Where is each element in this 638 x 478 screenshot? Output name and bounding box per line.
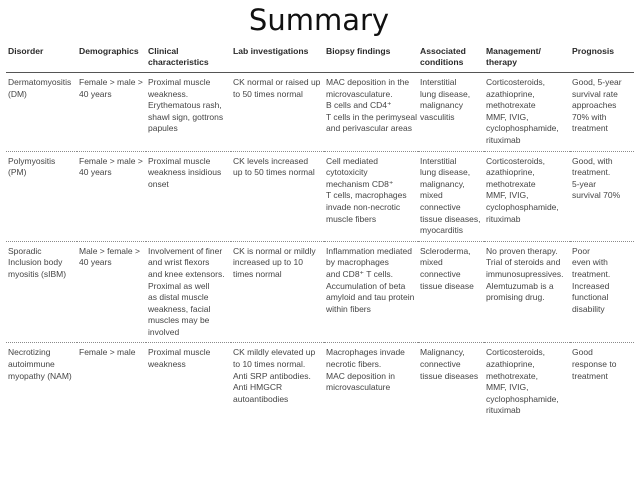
cell-text-line: treatment (572, 123, 608, 134)
cell-text-line: Female > male > (79, 155, 143, 166)
cell-text-line: rituximab (486, 405, 521, 416)
cell-text-line: involved (148, 326, 180, 337)
conditions-cell (418, 343, 484, 421)
cell-text-line: times normal (233, 268, 282, 279)
disorder-cell (6, 241, 77, 343)
cell-text-line: Scleroderma, (420, 245, 471, 256)
cell-text-line: weakness (148, 359, 186, 370)
cell-text-line: cyclophosphamide, (486, 201, 559, 212)
cell-text-line: (PM) (8, 167, 27, 178)
cell-text-line: Corticosteroids, (486, 347, 546, 358)
cell-text-line: MMF, IVIG, (486, 190, 529, 201)
header-biopsy-findings: Biopsy findings (324, 43, 418, 73)
cell-text-line: CK levels increased (233, 155, 309, 166)
demographics-cell (77, 151, 146, 241)
cell-text-line: Corticosteroids, (486, 155, 546, 166)
cell-text-line: autoimmune (8, 359, 55, 370)
cell-text-line: tissue disease (420, 280, 474, 291)
cell-text-line: 40 years (79, 257, 112, 268)
cell-text-line: weakness, facial (148, 303, 211, 314)
cell-text-line: to 50 times normal (233, 88, 303, 99)
cell-text-line: Alemtuzumab is a (486, 280, 554, 291)
disorder-cell (6, 151, 77, 241)
cell-text-line: Macrophages invade (326, 347, 405, 358)
cell-text-line: weakness. (148, 88, 189, 99)
prognosis-cell (570, 343, 634, 421)
cell-text-line: vasculitis (420, 111, 455, 122)
cell-text-line: onset (148, 178, 169, 189)
lab-cell (231, 241, 324, 343)
slide-title: Summary (248, 3, 390, 37)
cell-text-line: Inflammation mediated (326, 245, 412, 256)
cell-text-line: Good, 5-year (572, 77, 622, 87)
cell-text-line: Corticosteroids, (486, 77, 546, 87)
cell-text-line: Anti HMGCR (233, 382, 283, 393)
demographics-cell (77, 241, 146, 343)
cell-text-line: survival 70% (572, 190, 621, 201)
cell-text-line: MMF, IVIG, (486, 111, 529, 122)
cell-text-line: response to (572, 359, 617, 370)
header-clinical-characteristics: Clinical characteristics (146, 43, 231, 73)
conditions-cell (418, 241, 484, 343)
cell-text-line: methotrexate (486, 100, 536, 111)
clinical-cell (146, 241, 231, 343)
cell-text-line: 5-year (572, 178, 597, 189)
cell-text-line: B cells and CD4⁺ (326, 100, 392, 111)
cell-text-line: tissue diseases (420, 370, 479, 381)
cell-text-line: mechanism CD8⁺ (326, 178, 394, 189)
cell-text-line: Good, with (572, 155, 613, 166)
cell-text-line: invade non-necrotic (326, 201, 401, 212)
clinical-cell (146, 151, 231, 241)
cell-text-line: Cell mediated (326, 155, 378, 166)
lab-cell (231, 73, 324, 152)
cell-text-line: CK mildly elevated up (233, 347, 316, 358)
cell-text-line: connective (420, 268, 461, 279)
clinical-cell (146, 343, 231, 421)
clinical-cell (146, 73, 231, 152)
cell-text-line: 70% with (572, 111, 607, 122)
cell-text-line: rituximab (486, 134, 521, 145)
header-management-therapy: Management/ therapy (484, 43, 570, 73)
therapy-cell (484, 343, 570, 421)
cell-text-line: Inclusion body (8, 257, 63, 268)
table-row (6, 343, 634, 421)
header-disorder: Disorder (6, 43, 77, 73)
disorder-cell (6, 343, 77, 421)
cell-text-line: Necrotizing (8, 347, 51, 358)
cell-text-line: MAC deposition in the (326, 77, 410, 87)
biopsy-cell (324, 151, 418, 241)
cell-text-line: mixed (420, 257, 443, 268)
cell-text-line: survival rate (572, 88, 618, 99)
cell-text-line: 40 years (79, 88, 112, 99)
cell-text-line: treatment. (572, 268, 611, 279)
cell-text-line: CK normal or raised up (233, 77, 321, 87)
cell-text-line: promising drug. (486, 292, 545, 303)
therapy-cell (484, 241, 570, 343)
cell-text-line: T cells, macrophages (326, 190, 407, 201)
cell-text-line: Interstitial (420, 77, 457, 87)
biopsy-cell (324, 241, 418, 343)
cell-text-line: Polymyositis (8, 155, 56, 166)
cell-text-line: increased up to 10 (233, 257, 303, 268)
cell-text-line: Good (572, 347, 593, 358)
conditions-cell (418, 151, 484, 241)
conditions-cell (418, 73, 484, 152)
cell-text-line: Poor (572, 245, 590, 256)
cell-text-line: cytotoxicity (326, 167, 368, 178)
cell-text-line: to 10 times normal. (233, 359, 306, 370)
cell-text-line: treatment. (572, 167, 611, 178)
cell-text-line: Proximal as well (148, 280, 210, 291)
cell-text-line: Female > male > (79, 77, 143, 87)
cell-text-line: Trial of steroids and (486, 257, 561, 268)
lab-cell (231, 151, 324, 241)
cell-text-line: Dermatomyositis (8, 77, 72, 87)
cell-text-line: Involvement of finer (148, 245, 223, 256)
prognosis-cell (570, 241, 634, 343)
prognosis-cell (570, 73, 634, 152)
cell-text-line: MAC deposition in (326, 370, 395, 381)
cell-text-line: CK is normal or mildly (233, 245, 316, 256)
cell-text-line: Proximal muscle (148, 77, 211, 87)
cell-text-line: No proven therapy. (486, 245, 558, 256)
cell-text-line: myocarditis (420, 225, 463, 236)
cell-text-line: microvasculature. (326, 88, 393, 99)
cell-text-line: Male > female > (79, 245, 140, 256)
disorder-cell (6, 73, 77, 152)
cell-text-line: mixed (420, 190, 443, 201)
cell-text-line: azathioprine, (486, 167, 535, 178)
demographics-cell (77, 343, 146, 421)
cell-text-line: Sporadic (8, 245, 42, 256)
biopsy-cell (324, 73, 418, 152)
cell-text-line: lung disease, (420, 167, 471, 178)
prognosis-cell (570, 151, 634, 241)
therapy-cell (484, 151, 570, 241)
cell-text-line: approaches (572, 100, 617, 111)
cell-text-line: Anti SRP antibodies. (233, 370, 311, 381)
cell-text-line: microvasculature (326, 382, 391, 393)
header-prognosis: Prognosis (570, 43, 634, 73)
header-lab-investigations: Lab investigations (231, 43, 324, 73)
summary-table (6, 43, 634, 421)
cell-text-line: lung disease, (420, 88, 471, 99)
therapy-cell (484, 73, 570, 152)
cell-text-line: and perivascular areas (326, 123, 412, 134)
cell-text-line: amyloid and tau protein (326, 292, 415, 303)
cell-text-line: MMF, IVIG, (486, 382, 529, 393)
cell-text-line: methotrexate (486, 178, 536, 189)
cell-text-line: cyclophosphamide, (486, 123, 559, 134)
lab-cell (231, 343, 324, 421)
cell-text-line: treatment (572, 370, 608, 381)
cell-text-line: connective (420, 359, 461, 370)
cell-text-line: Accumulation of beta (326, 280, 406, 291)
cell-text-line: up to 50 times normal (233, 167, 315, 178)
cell-text-line: Erythematous rash, (148, 100, 222, 111)
cell-text-line: cyclophosphamide, (486, 393, 559, 404)
cell-text-line: muscles may be (148, 315, 210, 326)
table-body (6, 73, 634, 422)
cell-text-line: immunosupressives. (486, 268, 564, 279)
cell-text-line: tissue diseases, (420, 213, 481, 224)
cell-text-line: myositis (sIBM) (8, 268, 67, 279)
cell-text-line: autoantibodies (233, 393, 289, 404)
cell-text-line: and knee extensors. (148, 268, 225, 279)
cell-text-line: Interstitial (420, 155, 457, 166)
table-header-row (6, 43, 634, 73)
cell-text-line: disability (572, 303, 605, 314)
cell-text-line: azathioprine, (486, 359, 535, 370)
cell-text-line: papules (148, 123, 178, 134)
header-associated-conditions: Associated conditions (418, 43, 484, 73)
cell-text-line: Female > male (79, 347, 136, 358)
cell-text-line: even with (572, 257, 608, 268)
cell-text-line: shawl sign, gottrons (148, 111, 224, 122)
cell-text-line: Malignancy, (420, 347, 465, 358)
cell-text-line: malignancy (420, 100, 463, 111)
cell-text-line: and wrist flexors (148, 257, 210, 268)
cell-text-line: 40 years (79, 167, 112, 178)
cell-text-line: (DM) (8, 88, 27, 99)
header-demographics: Demographics (77, 43, 146, 73)
cell-text-line: functional (572, 292, 609, 303)
cell-text-line: Proximal muscle (148, 347, 211, 358)
table-row (6, 241, 634, 343)
cell-text-line: as distal muscle (148, 292, 209, 303)
cell-text-line: Increased (572, 280, 610, 291)
cell-text-line: T cells in the perimyseal (326, 111, 418, 122)
cell-text-line: rituximab (486, 213, 521, 224)
cell-text-line: azathioprine, (486, 88, 535, 99)
cell-text-line: malignancy, (420, 178, 465, 189)
biopsy-cell (324, 343, 418, 421)
cell-text-line: by macrophages (326, 257, 389, 268)
table-row (6, 151, 634, 241)
cell-text-line: myopathy (NAM) (8, 370, 72, 381)
cell-text-line: weakness insidious (148, 167, 222, 178)
cell-text-line: connective (420, 201, 461, 212)
cell-text-line: muscle fibers (326, 213, 377, 224)
cell-text-line: within fibers (326, 303, 371, 314)
cell-text-line: necrotic fibers. (326, 359, 382, 370)
cell-text-line: and CD8⁺ T cells. (326, 268, 394, 279)
cell-text-line: methotrexate, (486, 370, 538, 381)
table-row (6, 73, 634, 152)
demographics-cell (77, 73, 146, 152)
cell-text-line: Proximal muscle (148, 155, 211, 166)
